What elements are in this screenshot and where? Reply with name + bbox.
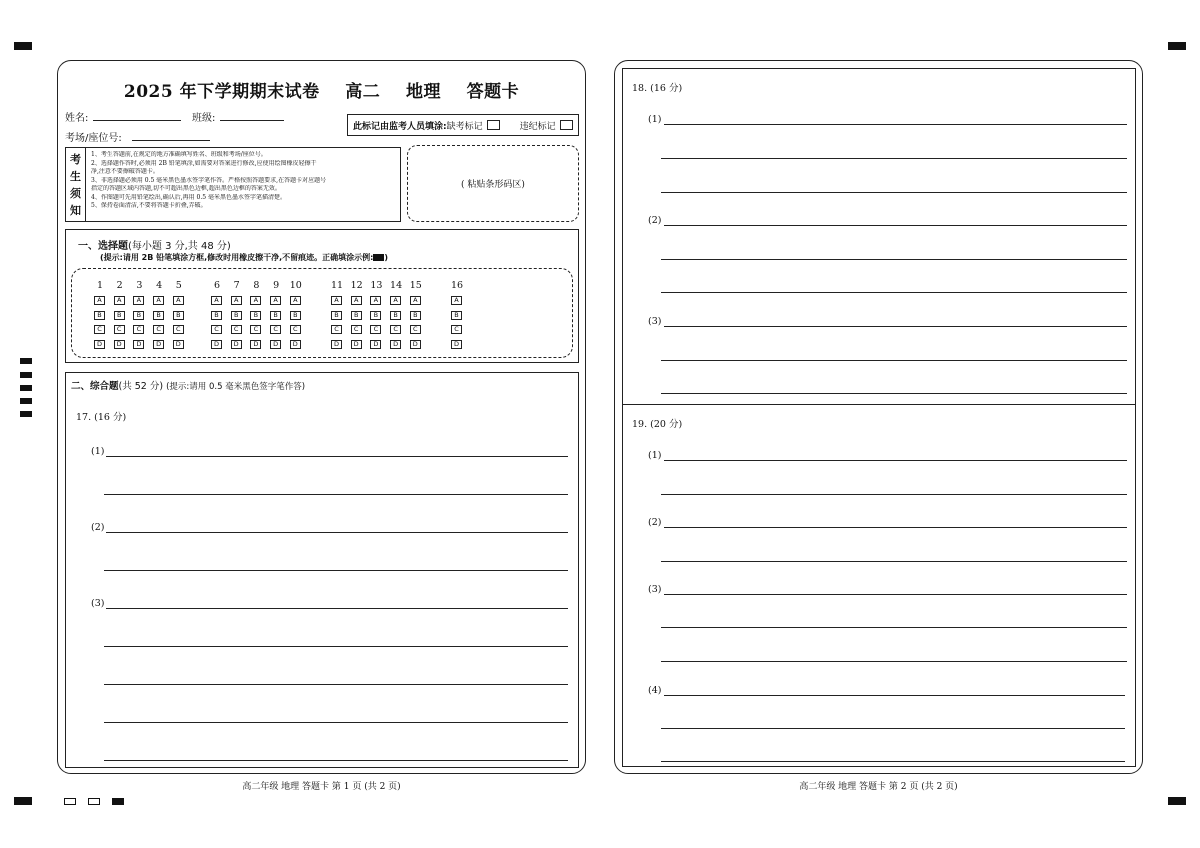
comp-section-title: 二、综合题(共 52 分) (提示:请用 0.5 毫米黑色签字笔作答) bbox=[71, 381, 306, 392]
question-number-4: 4 bbox=[156, 280, 163, 291]
absent-mark-checkbox[interactable] bbox=[487, 120, 500, 130]
answer-bubble-q11-A[interactable]: A bbox=[331, 296, 342, 305]
question-number-3: 3 bbox=[136, 280, 143, 291]
q17-sub-1-label: (1) bbox=[91, 446, 105, 457]
question-number-1: 1 bbox=[96, 280, 104, 291]
notice-label: 考 生 须 知 bbox=[66, 148, 86, 221]
notice-text: 1、考生答题前,在规定的地方准确填写姓名、班级和考场/座位号。 2、选择题作答时,必须用 2B 铅笔填涂,如需要对答案进行修改,应使用绘图橡皮轻擦干 净,注意不要擦破答题卡。 3、非选择题必须用 0.5 毫米黑色墨水签字笔作答。严格按照答题要求,在答题卡对应题号 指定的答题区域内答题,切不可超出黑色边框,超出黑色边框的答案无效。 4、作图题可先用铅笔绘出,确认后,再用 0.5 毫米黑色墨水签字笔描清楚。 5、保持卷面清洁,不要将答题卡折叠,弄破。 bbox=[91, 151, 327, 209]
q17-sub-3-label: (3) bbox=[91, 598, 105, 609]
answer-bubble-q9-A[interactable]: A bbox=[270, 296, 281, 305]
answer-bubble-q6-C[interactable]: C bbox=[211, 325, 222, 334]
q18-answer-line[interactable] bbox=[661, 259, 1127, 260]
class-field[interactable] bbox=[220, 120, 284, 121]
answer-bubble-q5-D[interactable]: D bbox=[173, 340, 184, 349]
answer-bubble-q4-A[interactable]: A bbox=[153, 296, 164, 305]
answer-bubble-q5-A[interactable]: A bbox=[173, 296, 184, 305]
q18-answer-line[interactable] bbox=[664, 326, 1127, 327]
page-code-mark-empty bbox=[64, 798, 76, 805]
answer-bubble-q11-D[interactable]: D bbox=[331, 340, 342, 349]
footer-page-2: 高二年级 地理 答题卡 第 2 页 (共 2 页) bbox=[799, 782, 958, 792]
q17-answer-line[interactable] bbox=[104, 494, 568, 495]
answer-bubble-q6-D[interactable]: D bbox=[211, 340, 222, 349]
q17-answer-line[interactable] bbox=[106, 456, 568, 457]
question-number-16: 16 bbox=[450, 280, 464, 291]
q19-sub-1-label: (1) bbox=[648, 450, 662, 461]
answer-bubble-q12-A[interactable]: A bbox=[351, 296, 362, 305]
timing-mark bbox=[20, 411, 32, 417]
answer-bubble-q7-D[interactable]: D bbox=[231, 340, 242, 349]
question-number-2: 2 bbox=[116, 280, 123, 291]
absent-mark-label: 缺考标记 bbox=[446, 121, 483, 132]
q18-sub-3-label: (3) bbox=[648, 316, 662, 327]
q19-answer-line[interactable] bbox=[661, 661, 1127, 662]
q19-answer-line[interactable] bbox=[661, 561, 1127, 562]
violation-mark-checkbox[interactable] bbox=[560, 120, 573, 130]
q19-answer-line[interactable] bbox=[661, 728, 1125, 729]
question-number-11: 11 bbox=[330, 280, 344, 291]
q19-answer-line[interactable] bbox=[664, 527, 1127, 528]
answer-sheet-page-2 bbox=[614, 60, 1143, 774]
answer-bubble-q16-A[interactable]: A bbox=[451, 296, 462, 305]
answer-bubble-q13-A[interactable]: A bbox=[370, 296, 381, 305]
answer-bubble-q8-B[interactable]: B bbox=[250, 311, 261, 320]
question-number-5: 5 bbox=[175, 280, 182, 291]
proctor-marks-box bbox=[347, 114, 579, 136]
answer-bubble-q1-D[interactable]: D bbox=[94, 340, 105, 349]
timing-mark bbox=[20, 358, 32, 364]
proctor-marks-title: 此标记由监考人员填涂: bbox=[353, 121, 447, 132]
class-label: 班级: bbox=[192, 113, 216, 124]
answer-bubble-q8-A[interactable]: A bbox=[250, 296, 261, 305]
q17-answer-line[interactable] bbox=[106, 608, 568, 609]
answer-bubble-q12-B[interactable]: B bbox=[351, 311, 362, 320]
answer-bubble-q9-B[interactable]: B bbox=[270, 311, 281, 320]
q19-sub-2-label: (2) bbox=[648, 517, 662, 528]
answer-bubble-q3-B[interactable]: B bbox=[133, 311, 144, 320]
answer-bubble-q11-B[interactable]: B bbox=[331, 311, 342, 320]
answer-bubble-q13-D[interactable]: D bbox=[370, 340, 381, 349]
answer-bubble-q1-C[interactable]: C bbox=[94, 325, 105, 334]
answer-bubble-q14-D[interactable]: D bbox=[390, 340, 401, 349]
answer-bubble-q6-A[interactable]: A bbox=[211, 296, 222, 305]
answer-bubble-q14-C[interactable]: C bbox=[390, 325, 401, 334]
answer-bubble-q16-D[interactable]: D bbox=[451, 340, 462, 349]
q19-answer-line[interactable] bbox=[661, 494, 1127, 495]
answer-bubble-q14-A[interactable]: A bbox=[390, 296, 401, 305]
answer-bubble-q15-A[interactable]: A bbox=[410, 296, 421, 305]
q17-answer-line[interactable] bbox=[104, 722, 568, 723]
registration-mark-bottom-left bbox=[14, 797, 32, 805]
answer-bubble-q15-B[interactable]: B bbox=[410, 311, 421, 320]
timing-mark bbox=[20, 398, 32, 404]
answer-bubble-q2-B[interactable]: B bbox=[114, 311, 125, 320]
answer-bubble-q8-C[interactable]: C bbox=[250, 325, 261, 334]
registration-mark-top-right bbox=[1168, 42, 1186, 50]
q18-answer-line[interactable] bbox=[661, 292, 1127, 293]
answer-bubble-q2-D[interactable]: D bbox=[114, 340, 125, 349]
q17-answer-line[interactable] bbox=[104, 646, 568, 647]
q18-answer-line[interactable] bbox=[661, 192, 1127, 193]
answer-bubble-q10-A[interactable]: A bbox=[290, 296, 301, 305]
question-number-14: 14 bbox=[390, 280, 403, 291]
q19-sub-4-label: (4) bbox=[648, 685, 662, 696]
answer-bubble-q3-D[interactable]: D bbox=[133, 340, 144, 349]
filled-example-swatch bbox=[373, 254, 384, 261]
answer-bubble-q4-C[interactable]: C bbox=[153, 325, 164, 334]
answer-bubble-q5-C[interactable]: C bbox=[173, 325, 184, 334]
q19-sub-3-label: (3) bbox=[648, 584, 662, 595]
answer-area-page-2 bbox=[622, 68, 1136, 767]
footer-page-1: 高二年级 地理 答题卡 第 1 页 (共 2 页) bbox=[242, 782, 401, 792]
question-divider bbox=[623, 404, 1135, 405]
q17-answer-line[interactable] bbox=[104, 570, 568, 571]
answer-bubble-q14-B[interactable]: B bbox=[390, 311, 401, 320]
q18-answer-line[interactable] bbox=[661, 360, 1127, 361]
answer-bubble-q10-D[interactable]: D bbox=[290, 340, 301, 349]
answer-bubble-q13-C[interactable]: C bbox=[370, 325, 381, 334]
answer-bubble-q3-C[interactable]: C bbox=[133, 325, 144, 334]
q19-answer-line[interactable] bbox=[664, 695, 1125, 696]
q19-answer-line[interactable] bbox=[661, 627, 1127, 628]
violation-mark-label: 违纪标记 bbox=[519, 121, 556, 132]
page-code-mark-filled bbox=[112, 798, 124, 805]
question-number-12: 12 bbox=[350, 280, 363, 291]
answer-bubble-q7-B[interactable]: B bbox=[231, 311, 242, 320]
timing-mark bbox=[20, 385, 32, 391]
answer-bubble-q15-D[interactable]: D bbox=[410, 340, 421, 349]
question-number-13: 13 bbox=[370, 280, 383, 291]
answer-bubble-q7-C[interactable]: C bbox=[231, 325, 242, 334]
question-17-heading: 17. (16 分) bbox=[76, 412, 127, 423]
answer-bubble-q15-C[interactable]: C bbox=[410, 325, 421, 334]
answer-bubble-q3-A[interactable]: A bbox=[133, 296, 144, 305]
answer-bubble-q10-B[interactable]: B bbox=[290, 311, 301, 320]
barcode-area bbox=[407, 145, 579, 222]
question-18-heading: 18. (16 分) bbox=[632, 83, 683, 94]
candidate-notice bbox=[65, 147, 401, 222]
answer-bubble-q11-C[interactable]: C bbox=[331, 325, 342, 334]
q19-answer-line[interactable] bbox=[661, 761, 1125, 762]
answer-bubble-q2-A[interactable]: A bbox=[114, 296, 125, 305]
question-number-15: 15 bbox=[409, 280, 422, 291]
sheet-title: 2025 年下学期期末试卷 高二 地理 答题卡 bbox=[123, 82, 520, 102]
question-number-7: 7 bbox=[233, 280, 240, 291]
q17-answer-line[interactable] bbox=[104, 760, 568, 761]
choice-section-hint: (提示:请用 2B 铅笔填涂方框,修改时用橡皮擦干净,不留痕迹。正确填涂示例: ) bbox=[100, 253, 389, 262]
registration-mark-bottom-right bbox=[1168, 797, 1186, 805]
name-field[interactable] bbox=[93, 120, 181, 121]
question-number-6: 6 bbox=[213, 280, 221, 291]
answer-sheet-page-1 bbox=[57, 60, 586, 774]
q19-answer-line[interactable] bbox=[664, 594, 1127, 595]
answer-bubble-q4-B[interactable]: B bbox=[153, 311, 164, 320]
q17-answer-line[interactable] bbox=[106, 532, 568, 533]
answer-bubble-q6-B[interactable]: B bbox=[211, 311, 222, 320]
answer-bubble-q4-D[interactable]: D bbox=[153, 340, 164, 349]
q18-sub-2-label: (2) bbox=[648, 215, 662, 226]
choice-section-title: 一、选择题(每小题 3 分,共 48 分) bbox=[78, 241, 231, 252]
comprehensive-section bbox=[65, 372, 579, 768]
question-number-10: 10 bbox=[289, 280, 302, 291]
answer-bubble-q16-C[interactable]: C bbox=[451, 325, 462, 334]
answer-bubble-q7-A[interactable]: A bbox=[231, 296, 242, 305]
choice-section bbox=[65, 229, 579, 363]
q18-answer-line[interactable] bbox=[661, 393, 1127, 394]
question-number-9: 9 bbox=[273, 280, 280, 291]
question-number-8: 8 bbox=[253, 280, 260, 291]
answer-bubble-q9-C[interactable]: C bbox=[270, 325, 281, 334]
answer-bubble-q10-C[interactable]: C bbox=[290, 325, 301, 334]
seat-label: 考场/座位号: bbox=[65, 133, 122, 144]
page-code-mark-empty bbox=[88, 798, 100, 805]
q18-answer-line[interactable] bbox=[661, 158, 1127, 159]
answer-bubble-q1-B[interactable]: B bbox=[94, 311, 105, 320]
q18-sub-1-label: (1) bbox=[648, 114, 662, 125]
question-19-heading: 19. (20 分) bbox=[632, 419, 683, 430]
q17-answer-line[interactable] bbox=[104, 684, 568, 685]
q18-answer-line[interactable] bbox=[664, 124, 1127, 125]
answer-bubble-q8-D[interactable]: D bbox=[250, 340, 261, 349]
name-label: 姓名: bbox=[65, 113, 89, 124]
answer-bubble-q5-B[interactable]: B bbox=[173, 311, 184, 320]
answer-bubble-q12-C[interactable]: C bbox=[351, 325, 362, 334]
answer-bubble-q13-B[interactable]: B bbox=[370, 311, 381, 320]
q19-answer-line[interactable] bbox=[664, 460, 1127, 461]
answer-bubble-q12-D[interactable]: D bbox=[351, 340, 362, 349]
answer-bubble-q1-A[interactable]: A bbox=[94, 296, 105, 305]
answer-bubble-q16-B[interactable]: B bbox=[451, 311, 462, 320]
answer-bubble-q2-C[interactable]: C bbox=[114, 325, 125, 334]
seat-field[interactable] bbox=[132, 140, 210, 141]
q18-answer-line[interactable] bbox=[664, 225, 1127, 226]
registration-mark-top-left bbox=[14, 42, 32, 50]
timing-mark bbox=[20, 372, 32, 378]
q17-sub-2-label: (2) bbox=[91, 522, 105, 533]
barcode-label: ( 粘贴条形码区) bbox=[461, 180, 525, 190]
answer-bubble-q9-D[interactable]: D bbox=[270, 340, 281, 349]
